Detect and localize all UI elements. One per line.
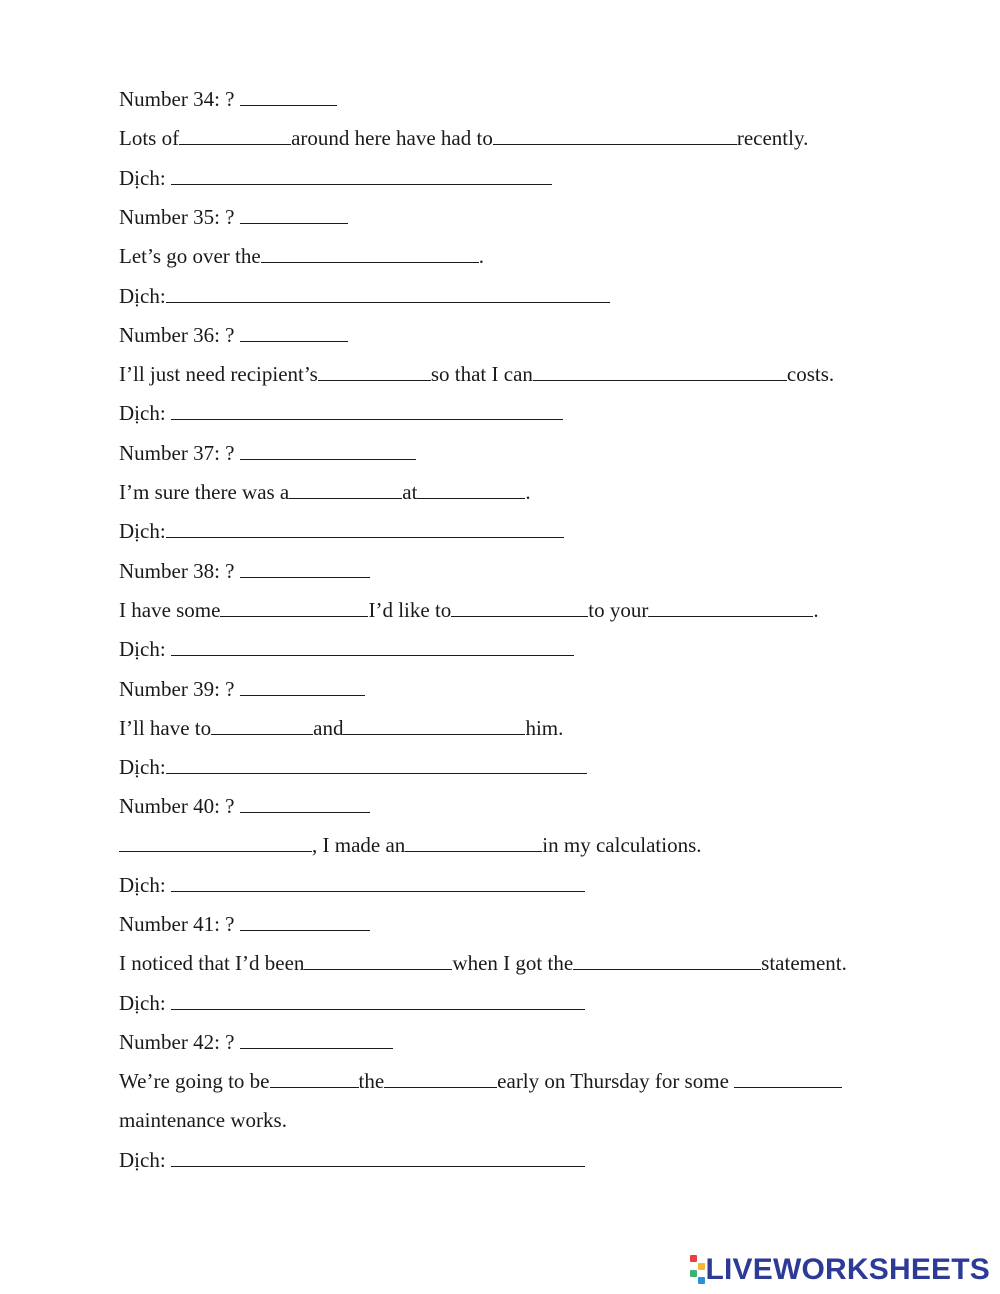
sentence-34: Lots of around here have had to recently. — [119, 126, 809, 150]
answer-blank[interactable] — [240, 1029, 393, 1049]
sentence-38: I have some I’d like to to your . — [119, 598, 819, 622]
translation-34: Dịch: — [119, 165, 552, 191]
logo-mark-icon — [690, 1255, 703, 1285]
question-number-37: Number 37: ? — [119, 440, 416, 466]
fill-blank[interactable] — [119, 832, 312, 852]
question-number-38: Number 38: ? — [119, 558, 370, 584]
translation-blank[interactable] — [171, 636, 574, 656]
fill-blank[interactable] — [179, 125, 291, 145]
fill-blank[interactable] — [261, 243, 479, 263]
fill-blank[interactable] — [405, 832, 542, 852]
translation-35: Dịch: — [119, 283, 610, 309]
fill-blank[interactable] — [384, 1068, 497, 1088]
answer-blank[interactable] — [240, 911, 370, 931]
fill-blank[interactable] — [318, 361, 431, 381]
question-number-39: Number 39: ? — [119, 676, 365, 702]
answer-blank[interactable] — [240, 440, 416, 460]
logo-mark-square — [690, 1270, 697, 1277]
sentence-39: I’ll have to and him. — [119, 716, 564, 740]
answer-blank[interactable] — [240, 676, 365, 696]
translation-blank[interactable] — [171, 165, 552, 185]
translation-36: Dịch: — [119, 400, 563, 426]
sentence-42: We’re going to be the early on Thursday for some — [119, 1068, 842, 1094]
fill-blank[interactable] — [289, 479, 402, 499]
question-number-35: Number 35: ? — [119, 204, 348, 230]
sentence-42-continuation: maintenance works. — [119, 1108, 287, 1132]
logo-mark-square — [698, 1263, 705, 1270]
answer-blank[interactable] — [240, 204, 348, 224]
question-number-41: Number 41: ? — [119, 911, 370, 937]
sentence-35: Let’s go over the . — [119, 244, 484, 268]
fill-blank[interactable] — [211, 715, 313, 735]
translation-blank[interactable] — [166, 754, 587, 774]
answer-blank[interactable] — [240, 322, 348, 342]
logo-mark-square — [698, 1277, 705, 1284]
question-number-40: Number 40: ? — [119, 793, 370, 819]
translation-37: Dịch: — [119, 518, 564, 544]
translation-41: Dịch: — [119, 990, 585, 1016]
fill-blank[interactable] — [493, 125, 737, 145]
logo-mark-square — [690, 1255, 697, 1262]
translation-blank[interactable] — [171, 990, 585, 1010]
question-number-42: Number 42: ? — [119, 1029, 393, 1055]
translation-blank[interactable] — [171, 1147, 585, 1167]
translation-blank[interactable] — [171, 400, 563, 420]
fill-blank[interactable] — [451, 597, 588, 617]
sentence-37: I’m sure there was a at . — [119, 480, 531, 504]
fill-blank[interactable] — [648, 597, 813, 617]
translation-blank[interactable] — [166, 518, 564, 538]
question-number-36: Number 36: ? — [119, 322, 348, 348]
sentence-41: I noticed that I’d been when I got the statement. — [119, 951, 847, 975]
liveworksheets-logo — [690, 1253, 990, 1287]
question-number-34: Number 34: ? — [119, 86, 337, 112]
answer-blank[interactable] — [240, 793, 370, 813]
fill-blank[interactable] — [734, 1068, 842, 1088]
fill-blank[interactable] — [220, 597, 368, 617]
fill-blank[interactable] — [343, 715, 525, 735]
fill-blank[interactable] — [417, 479, 525, 499]
fill-blank[interactable] — [573, 950, 761, 970]
sentence-36: I’ll just need recipient’s so that I can costs. — [119, 362, 835, 386]
translation-blank[interactable] — [166, 283, 610, 303]
answer-blank[interactable] — [240, 558, 370, 578]
fill-blank[interactable] — [304, 950, 452, 970]
fill-blank[interactable] — [533, 361, 787, 381]
translation-38: Dịch: — [119, 636, 574, 662]
translation-42: Dịch: — [119, 1147, 585, 1173]
logo-text: LIVEWORKSHEETS — [705, 1253, 990, 1286]
fill-blank[interactable] — [270, 1068, 359, 1088]
translation-40: Dịch: — [119, 872, 585, 898]
translation-39: Dịch: — [119, 754, 587, 780]
answer-blank[interactable] — [240, 86, 337, 106]
sentence-40: , I made an in my calculations. — [119, 832, 702, 858]
translation-blank[interactable] — [171, 872, 585, 892]
